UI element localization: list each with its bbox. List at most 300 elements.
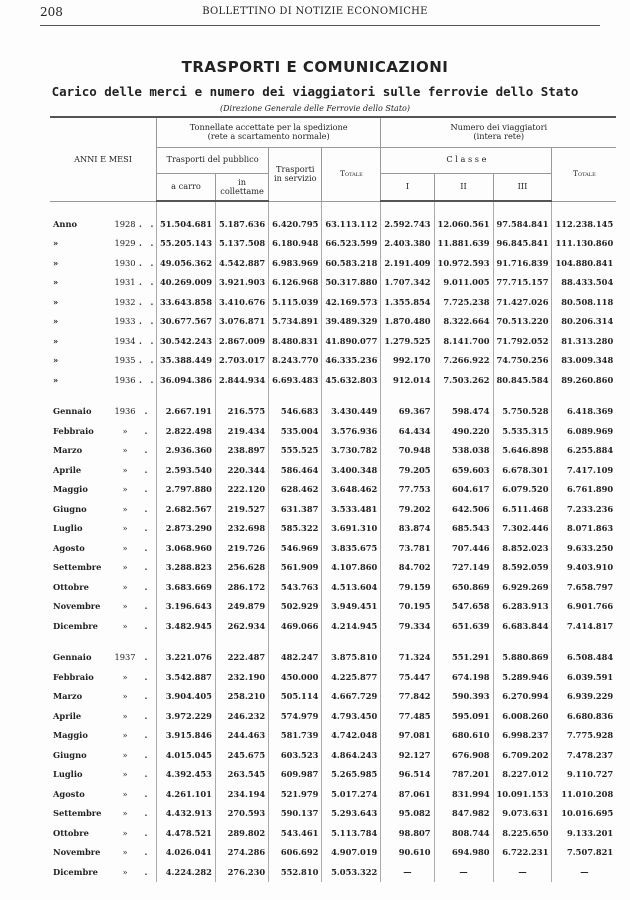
cell-totale-passengers: 7.417.109 — [552, 460, 616, 480]
cell-class-3: 5.750.528 — [493, 402, 552, 422]
period-year: » — [122, 445, 128, 456]
table-row — [50, 441, 616, 461]
cell-servizio: 555.525 — [269, 441, 322, 461]
cell-class-2: 590.393 — [434, 687, 493, 707]
table-row — [50, 234, 616, 254]
period-year: » — [122, 484, 128, 495]
cell-totale-tonnage: 3.533.481 — [322, 499, 381, 519]
cell-a-carro: 2.873.290 — [157, 519, 216, 539]
cell-servizio: 543.763 — [269, 577, 322, 597]
cell-totale-passengers: 8.071.863 — [552, 519, 616, 539]
cell-totale-passengers: 104.880.841 — [552, 253, 616, 273]
cell-class-1: 98.807 — [381, 823, 434, 843]
cell-servizio: 606.692 — [269, 843, 322, 863]
group-spacer — [50, 201, 616, 214]
header-period: ANNI E MESI — [50, 117, 157, 201]
cell-class-1: 75.447 — [381, 667, 434, 687]
header-public: Trasporti del pubblico — [157, 147, 269, 173]
period-year: » — [122, 620, 128, 631]
cell-class-2: 547.658 — [434, 597, 493, 617]
cell-class-2: 727.149 — [434, 558, 493, 578]
cell-servizio: 552.810 — [269, 862, 322, 882]
cell-collettame: 2.844.934 — [215, 370, 268, 390]
cell-class-3: 70.513.220 — [493, 312, 552, 332]
cell-a-carro: 3.904.405 — [157, 687, 216, 707]
cell-collettame: 3.410.676 — [215, 292, 268, 312]
cell-totale-tonnage: 5.265.985 — [322, 765, 381, 785]
period-label: Gennaio — [53, 652, 92, 663]
table-title: Carico delle merci e numero dei viaggiatori sulle ferrovie dello Stato — [51, 84, 579, 99]
cell-class-2: 12.060.561 — [434, 214, 493, 234]
cell-collettame: 246.232 — [215, 706, 268, 726]
cell-totale-passengers: 7.233.236 — [552, 499, 616, 519]
row-label — [50, 421, 157, 441]
cell-servizio: 6.420.795 — [269, 214, 322, 234]
leader-dots: . — [144, 562, 148, 573]
row-label — [50, 648, 157, 668]
cell-totale-tonnage: 3.875.810 — [322, 648, 381, 668]
cell-a-carro: 3.482.945 — [157, 616, 216, 636]
cell-a-carro: 55.205.143 — [157, 234, 216, 254]
cell-class-3: 8.592.059 — [493, 558, 552, 578]
cell-totale-tonnage: 4.907.019 — [322, 843, 381, 863]
leader-dots: . — [144, 730, 148, 741]
page-number: 208 — [40, 5, 63, 19]
table-row — [50, 351, 616, 371]
cell-servizio: 603.523 — [269, 745, 322, 765]
leader-dots: . — [144, 503, 148, 514]
row-label — [50, 706, 157, 726]
cell-class-3: 71.792.052 — [493, 331, 552, 351]
cell-class-3: 80.845.584 — [493, 370, 552, 390]
cell-class-1: 992.170 — [381, 351, 434, 371]
leader-dots: . — [144, 788, 148, 799]
period-label: Marzo — [53, 691, 83, 702]
cell-a-carro: 35.388.449 — [157, 351, 216, 371]
header-a-carro: a carro — [157, 173, 216, 201]
header-passengers-label: Numero dei viaggiatori — [450, 122, 548, 133]
leader-dots: . — [144, 827, 148, 838]
leader-dots: . — [144, 406, 148, 417]
cell-class-1: 79.159 — [381, 577, 434, 597]
period-year: 1937 — [114, 652, 136, 663]
cell-class-1: 90.610 — [381, 843, 434, 863]
cell-totale-passengers: 7.658.797 — [552, 577, 616, 597]
period-label: Agosto — [53, 788, 85, 799]
row-label — [50, 687, 157, 707]
cell-class-1: 79.334 — [381, 616, 434, 636]
cell-servizio: 609.987 — [269, 765, 322, 785]
cell-servizio: 581.739 — [269, 726, 322, 746]
period-year: 1929 — [114, 238, 136, 249]
period-year: » — [122, 464, 128, 475]
cell-collettame: 276.230 — [215, 862, 268, 882]
cell-class-1: 2.592.743 — [381, 214, 434, 234]
leader-dots: . — [144, 523, 148, 534]
period-year: 1934 — [114, 335, 136, 346]
cell-totale-passengers: 9.133.201 — [552, 823, 616, 843]
table-row — [50, 687, 616, 707]
cell-class-1: 73.781 — [381, 538, 434, 558]
cell-class-1: 2.191.409 — [381, 253, 434, 273]
cell-servizio: 521.979 — [269, 784, 322, 804]
cell-servizio: 505.114 — [269, 687, 322, 707]
cell-totale-tonnage: 4.667.729 — [322, 687, 381, 707]
cell-class-3: 6.998.237 — [493, 726, 552, 746]
cell-a-carro: 4.392.453 — [157, 765, 216, 785]
cell-a-carro: 4.224.282 — [157, 862, 216, 882]
cell-class-1: — — [381, 862, 434, 882]
leader-dots: . — [144, 484, 148, 495]
cell-class-2: 847.982 — [434, 804, 493, 824]
cell-a-carro: 3.068.960 — [157, 538, 216, 558]
cell-servizio: 5.734.891 — [269, 312, 322, 332]
cell-totale-passengers: — — [552, 862, 616, 882]
leader-dots: . — [144, 601, 148, 612]
cell-class-1: 71.324 — [381, 648, 434, 668]
cell-class-2: — — [434, 862, 493, 882]
table-row — [50, 312, 616, 332]
cell-collettame: 219.527 — [215, 499, 268, 519]
cell-collettame: 4.542.887 — [215, 253, 268, 273]
period-year: 1933 — [114, 316, 136, 327]
table-row — [50, 331, 616, 351]
leader-dots: . . — [139, 238, 154, 249]
cell-a-carro: 2.936.360 — [157, 441, 216, 461]
leader-dots: . . — [139, 218, 154, 229]
cell-totale-tonnage: 45.632.803 — [322, 370, 381, 390]
cell-class-1: 1.870.480 — [381, 312, 434, 332]
cell-collettame: 2.703.017 — [215, 351, 268, 371]
header-collettame: in collettame — [215, 173, 268, 201]
leader-dots: . . — [139, 277, 154, 288]
period-label: Ottobre — [53, 581, 89, 592]
cell-collettame: 216.575 — [215, 402, 268, 422]
cell-class-3: 9.073.631 — [493, 804, 552, 824]
cell-class-3: 10.091.153 — [493, 784, 552, 804]
cell-a-carro: 2.797.880 — [157, 480, 216, 500]
cell-servizio: 482.247 — [269, 648, 322, 668]
row-label — [50, 804, 157, 824]
period-year: » — [122, 581, 128, 592]
cell-totale-passengers: 6.089.969 — [552, 421, 616, 441]
cell-class-3: 6.283.913 — [493, 597, 552, 617]
period-label: » — [53, 355, 59, 366]
cell-servizio: 469.066 — [269, 616, 322, 636]
header-passengers-sub: (intera rete) — [473, 131, 525, 142]
cell-class-3: 97.584.841 — [493, 214, 552, 234]
cell-collettame: 238.897 — [215, 441, 268, 461]
cell-servizio: 574.979 — [269, 706, 322, 726]
cell-class-1: 1.279.525 — [381, 331, 434, 351]
cell-totale-passengers: 112.238.145 — [552, 214, 616, 234]
cell-class-3: 5.289.946 — [493, 667, 552, 687]
period-year: 1928 — [114, 218, 136, 229]
cell-class-2: 7.266.922 — [434, 351, 493, 371]
cell-collettame: 258.210 — [215, 687, 268, 707]
header-tonnage — [157, 117, 381, 147]
table-row — [50, 370, 616, 390]
group-spacer — [50, 636, 616, 648]
period-label: » — [53, 296, 59, 307]
cell-collettame: 2.867.009 — [215, 331, 268, 351]
cell-servizio: 535.004 — [269, 421, 322, 441]
leader-dots: . — [144, 769, 148, 780]
cell-totale-passengers: 7.775.928 — [552, 726, 616, 746]
cell-a-carro: 3.915.846 — [157, 726, 216, 746]
cell-class-3: 5.880.869 — [493, 648, 552, 668]
cell-class-3: 8.852.023 — [493, 538, 552, 558]
cell-servizio: 6.693.483 — [269, 370, 322, 390]
cell-class-1: 64.434 — [381, 421, 434, 441]
cell-class-2: 595.091 — [434, 706, 493, 726]
leader-dots: . — [144, 710, 148, 721]
cell-totale-tonnage: 3.835.675 — [322, 538, 381, 558]
leader-dots: . — [144, 749, 148, 760]
cell-a-carro: 2.667.191 — [157, 402, 216, 422]
table-source: (Direzione Generale delle Ferrovie dello Stato) — [220, 104, 410, 113]
leader-dots: . — [144, 425, 148, 436]
cell-class-3: — — [493, 862, 552, 882]
cell-collettame: 244.463 — [215, 726, 268, 746]
cell-servizio: 631.387 — [269, 499, 322, 519]
header-servizio: Trasporti in servizio — [269, 147, 322, 201]
cell-totale-tonnage: 4.225.877 — [322, 667, 381, 687]
period-label: Dicembre — [53, 620, 98, 631]
cell-collettame: 286.172 — [215, 577, 268, 597]
period-year: » — [122, 691, 128, 702]
table-row — [50, 538, 616, 558]
cell-totale-tonnage: 4.742.048 — [322, 726, 381, 746]
period-label: Dicembre — [53, 866, 98, 877]
cell-totale-passengers: 11.010.208 — [552, 784, 616, 804]
cell-totale-tonnage: 50.317.880 — [322, 273, 381, 293]
cell-servizio: 8.480.831 — [269, 331, 322, 351]
cell-servizio: 543.461 — [269, 823, 322, 843]
cell-collettame: 232.190 — [215, 667, 268, 687]
leader-dots: . — [144, 445, 148, 456]
cell-class-3: 5.535.315 — [493, 421, 552, 441]
cell-totale-passengers: 10.016.695 — [552, 804, 616, 824]
leader-dots: . . — [139, 257, 154, 268]
cell-class-2: 831.994 — [434, 784, 493, 804]
cell-servizio: 590.137 — [269, 804, 322, 824]
cell-class-3: 6.683.844 — [493, 616, 552, 636]
cell-totale-tonnage: 3.400.348 — [322, 460, 381, 480]
cell-collettame: 249.879 — [215, 597, 268, 617]
period-year: » — [122, 562, 128, 573]
cell-collettame: 232.698 — [215, 519, 268, 539]
cell-class-3: 5.646.898 — [493, 441, 552, 461]
row-label — [50, 784, 157, 804]
cell-totale-tonnage: 42.169.573 — [322, 292, 381, 312]
leader-dots: . — [144, 808, 148, 819]
cell-class-2: 11.881.639 — [434, 234, 493, 254]
cell-class-3: 96.845.841 — [493, 234, 552, 254]
cell-a-carro: 30.677.567 — [157, 312, 216, 332]
table-row — [50, 784, 616, 804]
cell-totale-tonnage: 46.335.236 — [322, 351, 381, 371]
cell-totale-tonnage: 60.583.218 — [322, 253, 381, 273]
period-year: » — [122, 749, 128, 760]
header-classe: C l a s s e — [381, 147, 552, 173]
leader-dots: . — [144, 620, 148, 631]
header-class-1: I — [381, 173, 434, 201]
cell-class-3: 6.709.202 — [493, 745, 552, 765]
row-label — [50, 441, 157, 461]
cell-class-3: 74.750.256 — [493, 351, 552, 371]
group-spacer — [50, 390, 616, 402]
cell-totale-tonnage: 3.430.449 — [322, 402, 381, 422]
cell-a-carro: 4.432.913 — [157, 804, 216, 824]
row-label — [50, 292, 157, 312]
cell-totale-passengers: 6.680.836 — [552, 706, 616, 726]
data-table — [50, 116, 616, 882]
header-totale-passengers: Totale — [552, 147, 616, 201]
cell-class-2: 787.201 — [434, 765, 493, 785]
cell-totale-passengers: 9.110.727 — [552, 765, 616, 785]
cell-class-1: 1.355.854 — [381, 292, 434, 312]
table-row — [50, 597, 616, 617]
cell-a-carro: 2.682.567 — [157, 499, 216, 519]
cell-class-2: 10.972.593 — [434, 253, 493, 273]
cell-class-2: 598.474 — [434, 402, 493, 422]
cell-totale-passengers: 6.508.484 — [552, 648, 616, 668]
row-label — [50, 351, 157, 371]
period-label: Settembre — [53, 562, 102, 573]
period-year: » — [122, 769, 128, 780]
cell-class-1: 84.702 — [381, 558, 434, 578]
row-label — [50, 862, 157, 882]
cell-class-2: 674.198 — [434, 667, 493, 687]
cell-totale-passengers: 6.939.229 — [552, 687, 616, 707]
cell-collettame: 289.802 — [215, 823, 268, 843]
period-label: » — [53, 316, 59, 327]
period-label: » — [53, 277, 59, 288]
cell-collettame: 3.921.903 — [215, 273, 268, 293]
leader-dots: . — [144, 691, 148, 702]
cell-class-2: 676.908 — [434, 745, 493, 765]
cell-a-carro: 40.269.009 — [157, 273, 216, 293]
row-label — [50, 558, 157, 578]
table-row — [50, 765, 616, 785]
cell-a-carro: 4.015.045 — [157, 745, 216, 765]
row-label — [50, 726, 157, 746]
cell-totale-passengers: 88.433.504 — [552, 273, 616, 293]
cell-a-carro: 2.593.540 — [157, 460, 216, 480]
cell-collettame: 3.076.871 — [215, 312, 268, 332]
cell-totale-passengers: 9.633.250 — [552, 538, 616, 558]
cell-a-carro: 36.094.386 — [157, 370, 216, 390]
period-label: Luglio — [53, 523, 83, 534]
table-row — [50, 667, 616, 687]
cell-totale-tonnage: 3.691.310 — [322, 519, 381, 539]
row-label — [50, 538, 157, 558]
period-year: » — [122, 847, 128, 858]
period-label: Giugno — [53, 503, 87, 514]
leader-dots: . — [144, 866, 148, 877]
leader-dots: . . — [139, 355, 154, 366]
row-label — [50, 765, 157, 785]
cell-class-3: 6.008.260 — [493, 706, 552, 726]
header-tonnage-label: Tonnellate accettate per la spedizione — [189, 122, 348, 133]
table-row — [50, 480, 616, 500]
cell-totale-tonnage: 4.864.243 — [322, 745, 381, 765]
cell-class-1: 83.874 — [381, 519, 434, 539]
period-label: Aprile — [53, 464, 82, 475]
cell-servizio: 450.000 — [269, 667, 322, 687]
table-row — [50, 804, 616, 824]
cell-class-2: 685.543 — [434, 519, 493, 539]
cell-class-1: 70.195 — [381, 597, 434, 617]
leader-dots: . — [144, 847, 148, 858]
cell-totale-tonnage: 3.730.782 — [322, 441, 381, 461]
period-year: » — [122, 542, 128, 553]
cell-totale-tonnage: 41.890.077 — [322, 331, 381, 351]
period-label: Maggio — [53, 730, 88, 741]
cell-totale-tonnage: 5.017.274 — [322, 784, 381, 804]
cell-class-1: 1.707.342 — [381, 273, 434, 293]
cell-servizio: 628.462 — [269, 480, 322, 500]
header-totale-tonnage: Totale — [322, 147, 381, 201]
table-row — [50, 726, 616, 746]
table-row — [50, 745, 616, 765]
table-row — [50, 577, 616, 597]
cell-totale-passengers: 7.507.821 — [552, 843, 616, 863]
cell-class-3: 6.722.231 — [493, 843, 552, 863]
period-year: » — [122, 710, 128, 721]
leader-dots: . — [144, 542, 148, 553]
cell-totale-passengers: 6.039.591 — [552, 667, 616, 687]
period-year: 1936 — [114, 406, 136, 417]
leader-dots: . . — [139, 316, 154, 327]
cell-class-2: 8.141.700 — [434, 331, 493, 351]
cell-class-2: 659.603 — [434, 460, 493, 480]
table-row — [50, 292, 616, 312]
row-label — [50, 823, 157, 843]
cell-servizio: 6.180.948 — [269, 234, 322, 254]
cell-class-2: 7.725.238 — [434, 292, 493, 312]
period-year: 1935 — [114, 355, 136, 366]
cell-totale-tonnage: 5.053.322 — [322, 862, 381, 882]
cell-collettame: 222.487 — [215, 648, 268, 668]
cell-collettame: 262.934 — [215, 616, 268, 636]
cell-a-carro: 2.822.498 — [157, 421, 216, 441]
period-year: » — [122, 671, 128, 682]
leader-dots: . — [144, 464, 148, 475]
period-year: 1936 — [114, 374, 136, 385]
cell-servizio: 586.464 — [269, 460, 322, 480]
period-label: » — [53, 257, 59, 268]
cell-a-carro: 4.478.521 — [157, 823, 216, 843]
cell-totale-tonnage: 4.513.604 — [322, 577, 381, 597]
cell-class-1: 77.753 — [381, 480, 434, 500]
cell-class-2: 680.610 — [434, 726, 493, 746]
cell-collettame: 222.120 — [215, 480, 268, 500]
cell-servizio: 6.983.969 — [269, 253, 322, 273]
cell-a-carro: 51.504.681 — [157, 214, 216, 234]
cell-a-carro: 33.643.858 — [157, 292, 216, 312]
header-passengers — [381, 117, 616, 147]
period-year: » — [122, 503, 128, 514]
cell-class-1: 912.014 — [381, 370, 434, 390]
cell-class-3: 6.678.301 — [493, 460, 552, 480]
table-row — [50, 421, 616, 441]
row-label — [50, 234, 157, 254]
cell-class-1: 79.205 — [381, 460, 434, 480]
table-row — [50, 499, 616, 519]
period-year: » — [122, 866, 128, 877]
